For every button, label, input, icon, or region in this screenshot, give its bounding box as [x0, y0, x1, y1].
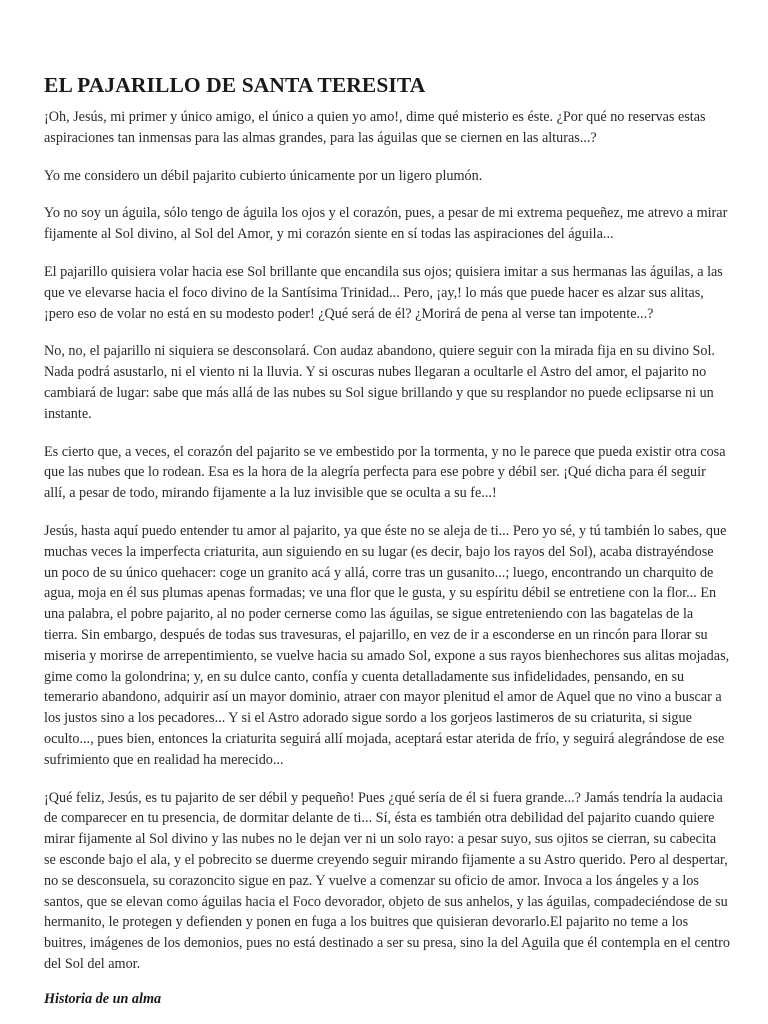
paragraph: Es cierto que, a veces, el corazón del pajarito se ve embestido por la tormenta, y no le parece que pueda existir otra cosa que las nubes que lo rodean. Esa es la hora de la alegría perfecta para ese pobre y débil ser. ¡Qué dicha para él seguir allí, a pesar de todo, mirando fijamente a la luz invisible que se oculta a su fe...!	[44, 443, 726, 502]
paragraph: El pajarillo quisiera volar hacia ese Sol brillante que encandila sus ojos; quisiera imitar a sus hermanas las águilas, a las que ve elevarse hacia el foco divino de la Santísima Trinidad... Pero, ¡ay,! lo más que puede hacer es alzar sus alitas, ¡pero eso de volar no está en su modesto poder! ¿Qué será de él? ¿Morirá de pena al verse tan impotente...?	[44, 263, 723, 322]
paragraph: ¡Oh, Jesús, mi primer y único amigo, el único a quien yo amo!, dime qué misterio es éste. ¿Por qué no reservas estas aspiraciones tan inmensas para las almas grandes, para las águilas que se ciernen en las alturas...?	[44, 109, 706, 146]
source-citation: Historia de un alma	[44, 990, 162, 1007]
paragraph: No, no, el pajarillo ni siquiera se desconsolará. Con audaz abandono, quiere seguir con la mirada fija en su divino Sol. Nada podrá asustarlo, ni el viento ni la lluvia. Y si oscuras nubes llegaran a ocultarle el Astro del amor, el pajarito no cambiará de lugar: sabe que más allá de las nubes su Sol sigue brillando y que su resplandor no puede eclipsarse ni un instante.	[44, 343, 715, 422]
document-page	[44, 70, 730, 1009]
paragraph: ¡Qué feliz, Jesús, es tu pajarito de ser débil y pequeño! Pues ¿qué sería de él si fuera grande...? Jamás tendría la audacia de comparecer en tu presencia, de dormitar delante de ti... Sí, ésta es también otra debilidad del pajarito cuando quiere mirar fijamente al Sol divino y las nubes no le dejan ver ni un solo rayo: a pesar suyo, sus ojitos se cierran, su cabecita se esconde bajo el ala, y el pobrecito se duerme creyendo seguir mirando fijamente a su Astro querido. Pero al despertar, no se desconsuela, su corazoncito sigue en paz. Y vuelve a comenzar su oficio de amor. Invoca a los ángeles y a los santos, que se elevan como águilas hacia el Foco devorador, objeto de sus anhelos, y las águilas, compadeciéndose de su hermanito, le protegen y defienden y ponen en fuga a los buitres que quisieran devorarlo.El pajarito no teme a los buitres, imágenes de los demonios, pues no está destinado a ser su presa, sino la del Aguila que él contempla en el centro del Sol del amor.	[44, 789, 730, 972]
paragraph: Yo me considero un débil pajarito cubierto únicamente por un ligero plumón.	[44, 167, 483, 184]
paragraph: Yo no soy un águila, sólo tengo de águila los ojos y el corazón, pues, a pesar de mi extrema pequeñez, me atrevo a mirar fijamente al Sol divino, al Sol del Amor, y mi corazón siente en sí todas las aspiraciones del águila...	[44, 205, 728, 243]
paragraph: Jesús, hasta aquí puedo entender tu amor al pajarito, ya que éste no se aleja de ti... Pero yo sé, y tú también lo sabes, que muchas veces la imperfecta criaturita, aun siguiendo en su lugar (es decir, bajo los rayos del Sol), acaba distrayéndose un poco de su único quehacer: coge un granito acá y allá, corre tras un gusanito...; luego, encontrando un charquito de agua, moja en él sus plumas apenas formadas; ve una flor que le gusta, y su espíritu débil se entretiene con la flor... En una palabra, el pobre pajarito, al no poder cernerse como las águilas, se sigue entreteniendo con las bagatelas de la tierra. Sin embargo, después de todas sus travesuras, el pajarillo, en vez de ir a esconderse en un rincón para llorar su miseria y morirse de arrepentimiento, se vuelve hacia su amado Sol, expone a sus rayos bienhechores sus alitas mojadas, gime como la golondrina; y, en su dulce canto, confía y cuenta detalladamente sus infidelidades, pensando, en su temerario abandono, adquirir así un mayor dominio, atraer con mayor plenitud el amor de Aquel que no vino a buscar a los justos sino a los pecadores... Y si el Astro adorado sigue sordo a los gorjeos lastimeros de su criaturita, si sigue oculto..., pues bien, entonces la criaturita seguirá allí mojada, aceptará estar aterida de frío, y seguirá alegrándose de ese sufrimiento que en realidad ha merecido...	[44, 522, 730, 768]
document-title: EL PAJARILLO DE SANTA TERESITA	[44, 73, 426, 97]
